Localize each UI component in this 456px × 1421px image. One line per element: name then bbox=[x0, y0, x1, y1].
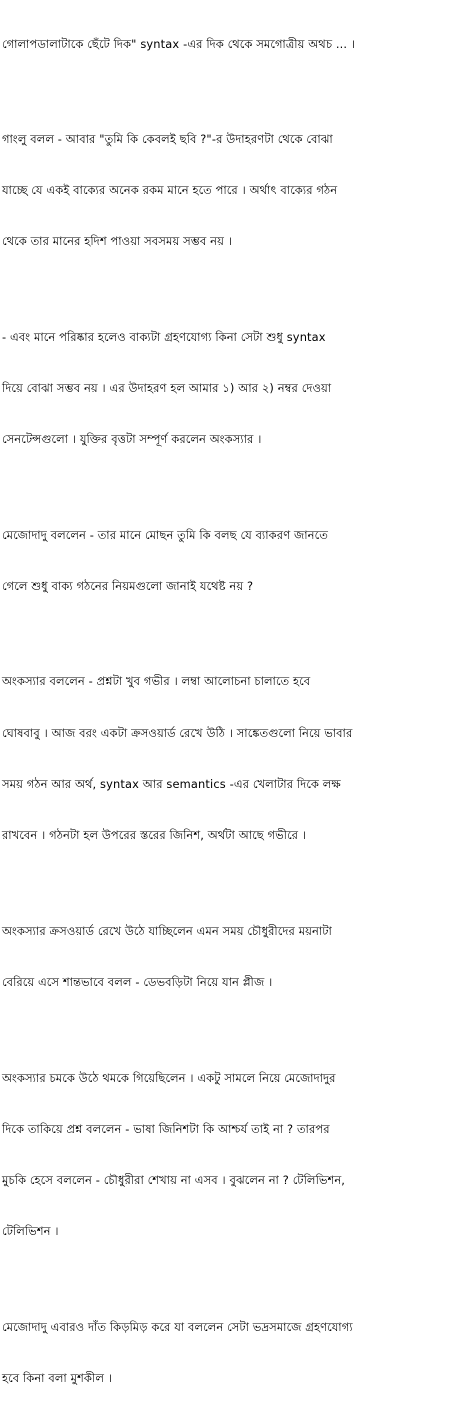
text-line: মুচকি হেসে বললেন - চৌধুরীরা শেখায় না এসব । বুঝলেন না ? টেলিভিশন, bbox=[2, 1173, 346, 1188]
paragraph-4 bbox=[2, 493, 454, 630]
text-line: দিকে তাকিয়ে প্রশ্ন বললেন - ভাষা জিনিশটা কি আশ্চর্য তাই না ? তারপর bbox=[2, 1121, 330, 1136]
paragraph-5 bbox=[2, 639, 454, 878]
text-line: - এবং মানে পরিষ্কার হলেও বাক্যটা গ্রহণযোগ্য কিনা সেটা শুধু syntax bbox=[2, 329, 326, 344]
text-line: সেনটেন্সগুলো । যুক্তির বৃত্তটা সম্পূর্ণ করলেন অংকস্যার । bbox=[2, 432, 262, 447]
text-line: মেজোদাদু বললেন - তার মানে মোছন তুমি কি বলছ যে ব্যাকরণ জানতে bbox=[2, 527, 328, 542]
text-line: অংকস্যার ক্রসওয়ার্ড রেখে উঠে যাচ্ছিলেন এমন সময় চৌধুরীদের ময়নাটা bbox=[2, 923, 332, 938]
text-line: গেলে শুধু বাক্য গঠনের নিয়মগুলো জানাই যথেষ্ট নয় ? bbox=[2, 579, 254, 593]
text-line: বেরিয়ে এসে শান্তভাবে বলল - ডেভবড়িটা নিয়ে যান প্লীজ । bbox=[2, 975, 273, 990]
paragraph-6 bbox=[2, 889, 454, 1026]
paragraph-8 bbox=[2, 1285, 454, 1421]
paragraph-7 bbox=[2, 1035, 454, 1274]
text-line: ঘোষবাবু । আজ বরং একটা ক্রসওয়ার্ড রেখে উঠি । সাঙ্কেতগুলো নিয়ে ভাবার bbox=[2, 725, 353, 740]
paragraph-3 bbox=[2, 295, 454, 483]
text-line: মেজোদাদু এবারও দাঁত কিড়মিড় করে যা বললেন সেটা ভদ্রসমাজে গ্রহণযোগ্য bbox=[2, 1319, 353, 1334]
paragraph-1 bbox=[2, 2, 454, 87]
text-line: গোলাপডালাটাকে ছেঁটে দিক" syntax -এর দিক থেকে সমগোত্রীয় অথচ ... । bbox=[2, 37, 356, 52]
text-line: দিয়ে বোঝা সম্ভব নয় । এর উদাহরণ হল আমার ১) আর ২) নম্বর দেওয়া bbox=[2, 380, 332, 395]
text-line: যাচ্ছে যে একই বাক্যের অনেক রকম মানে হতে পারে । অর্থাৎ বাক্যের গঠন bbox=[2, 182, 338, 197]
text-line: সময় গঠন আর অর্থ, syntax আর semantics -এর খেলাটার দিকে লক্ষ bbox=[2, 777, 341, 792]
paragraph-2 bbox=[2, 96, 454, 284]
text-line: রাখবেন । গঠনটা হল উপরের স্তরের জিনিশ, অর্থটা আছে গভীরে । bbox=[2, 828, 307, 843]
text-line: অংকস্যার বললেন - প্রশ্নটা খুব গভীর । লম্বা আলোচনা চালাতে হবে bbox=[2, 674, 311, 689]
text-line: অংকস্যার চমকে উঠে থমকে গিয়েছিলেন । একটু সামলে নিয়ে মেজোদাদুর bbox=[2, 1070, 336, 1085]
text-line: গাংলু বলল - আবার "তুমি কি কেবলই ছবি ?"-র উদাহরণটা থেকে বোঝা bbox=[2, 131, 333, 146]
text-line: হবে কিনা বলা মুশকীল । bbox=[2, 1371, 112, 1386]
text-line: থেকে তার মানের হদিশ পাওয়া সবসময় সম্ভব নয় । bbox=[2, 234, 232, 249]
text-line: টেলিভিশন । bbox=[2, 1224, 59, 1239]
document-page bbox=[2, 2, 454, 1386]
